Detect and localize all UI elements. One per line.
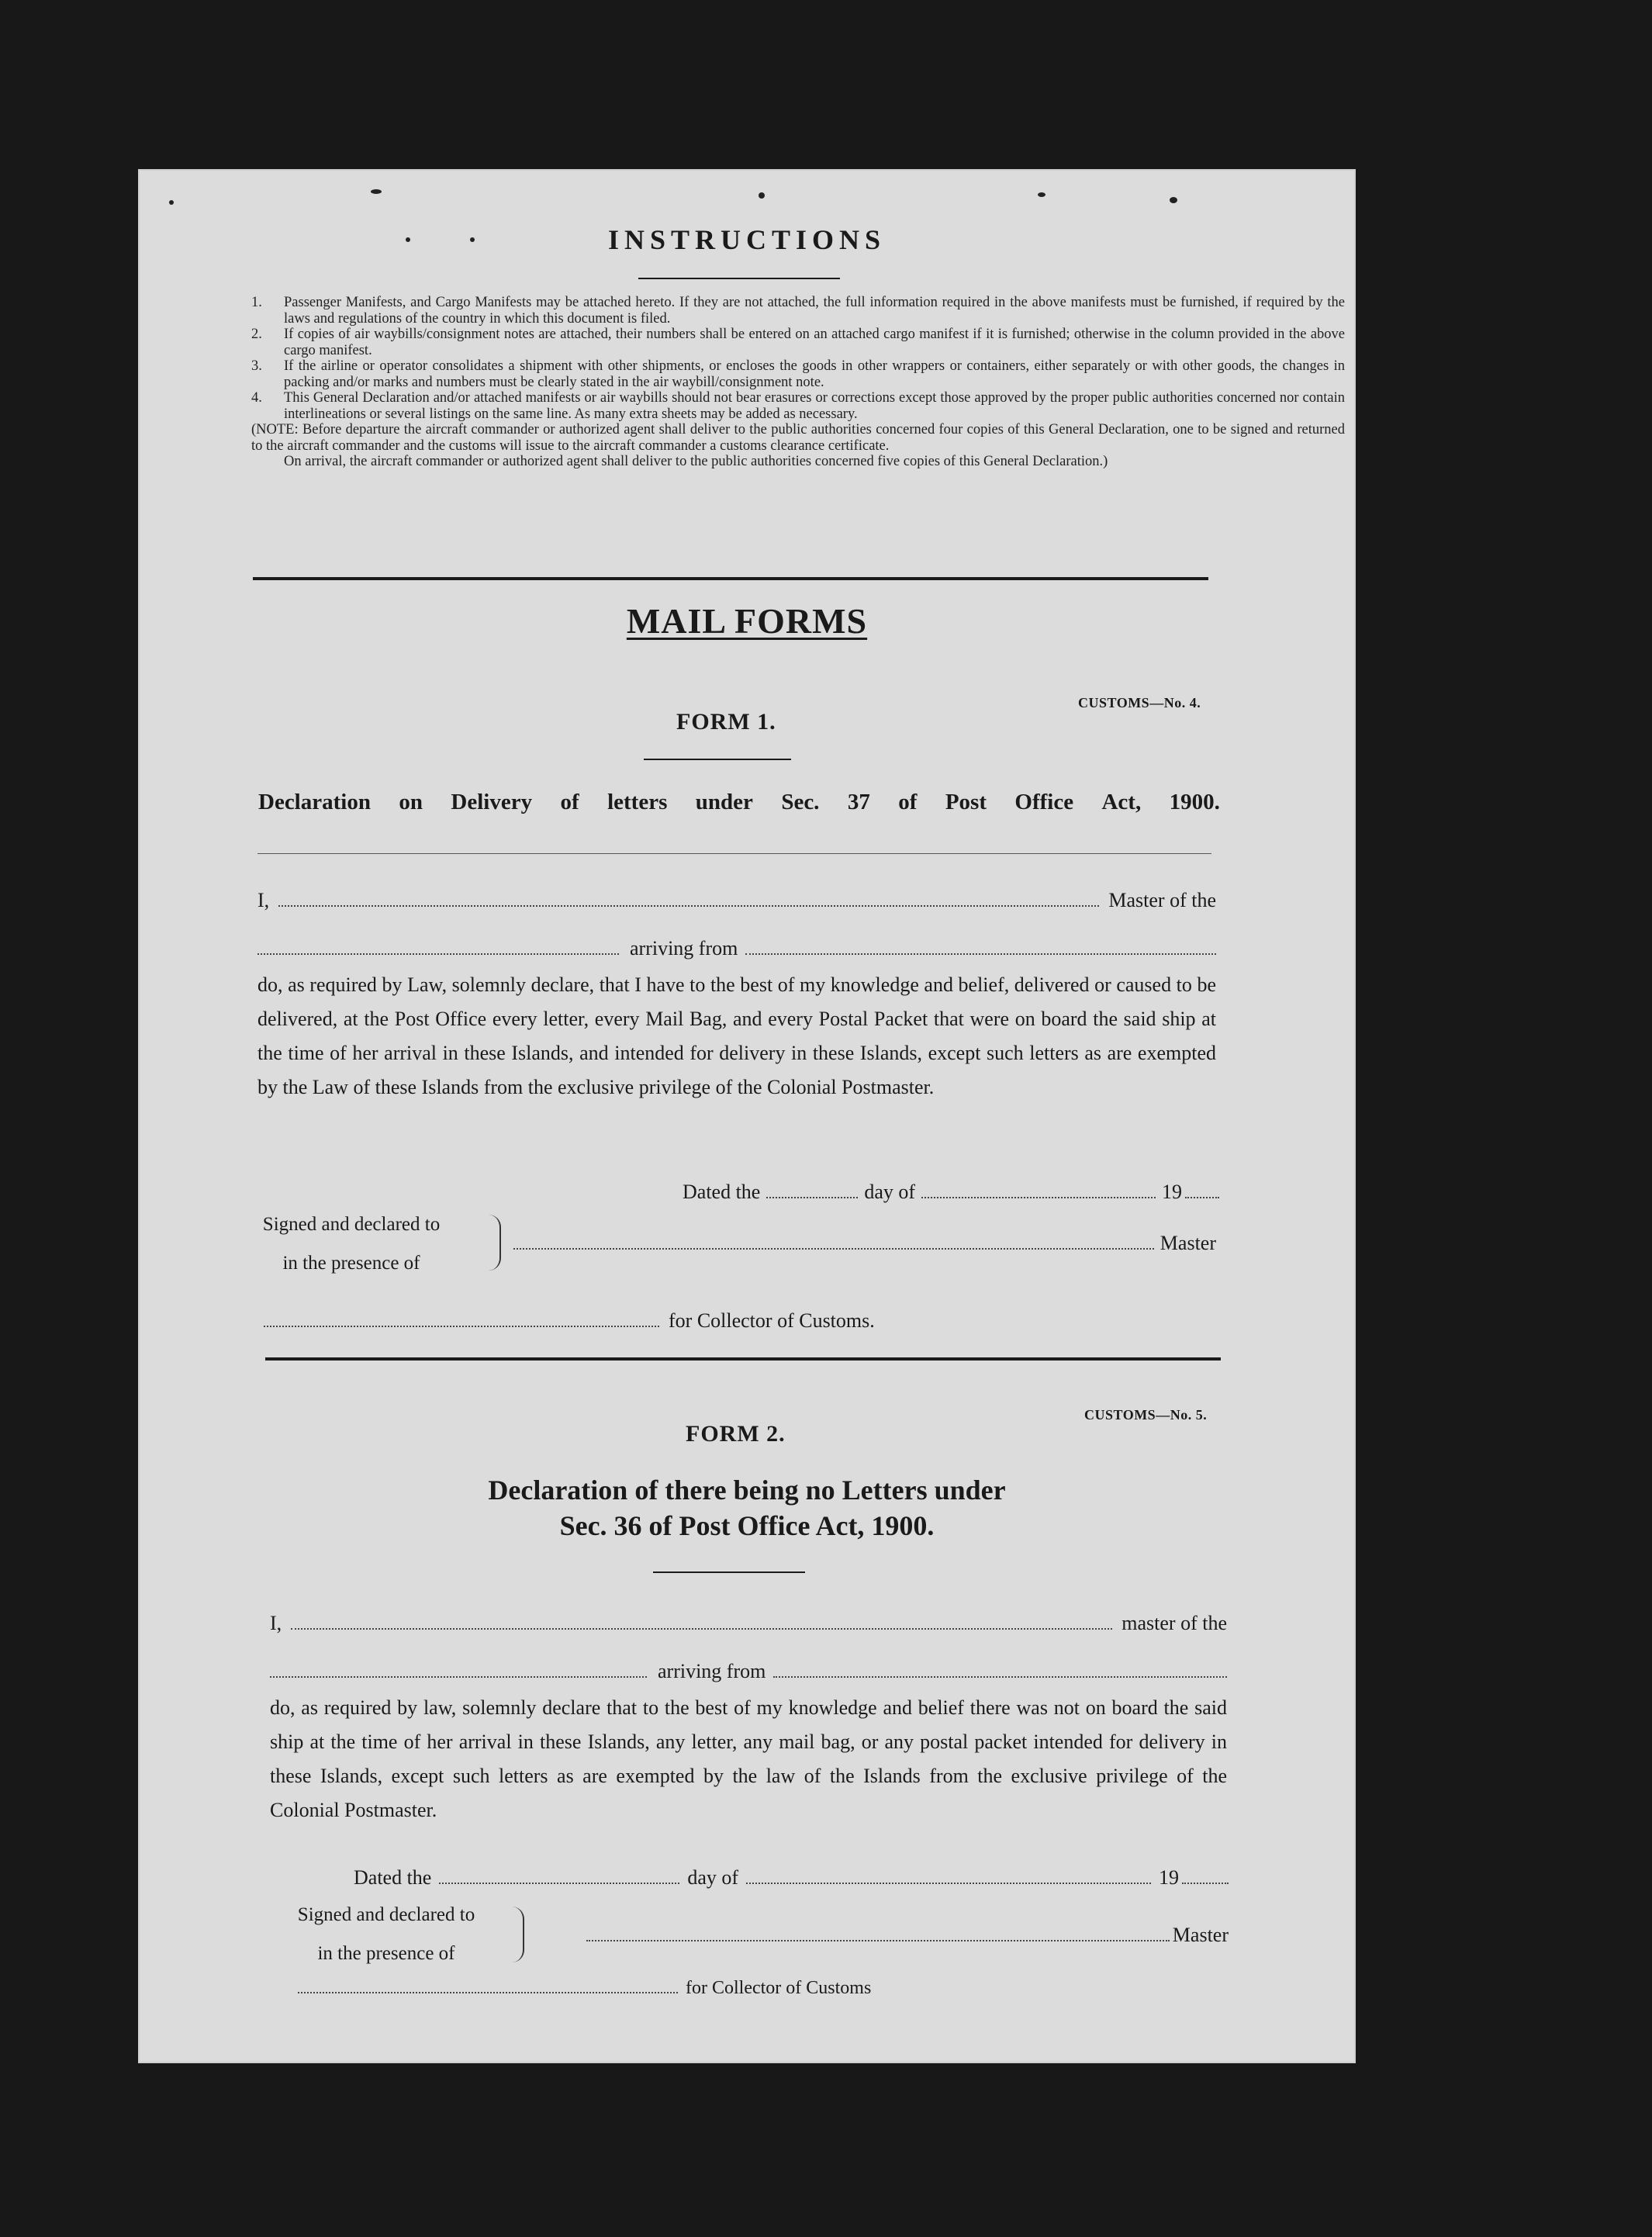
form1-name-field[interactable] bbox=[278, 888, 1099, 907]
form1-month-field[interactable] bbox=[921, 1180, 1156, 1198]
instruction-note-arrival: On arrival, the aircraft commander or authorized agent shall deliver to the public authorities concerned five copies of this General Declaration.) bbox=[284, 454, 1108, 469]
form2-signed-block: Signed and declared to in the presence of bbox=[297, 1904, 475, 1964]
form2-ship-field[interactable] bbox=[270, 1659, 647, 1678]
form2-brace bbox=[512, 1907, 524, 1962]
form1-arriving-line: arriving from bbox=[257, 931, 1216, 966]
document-sheet bbox=[138, 169, 1356, 2063]
form1-master-line: I, Master of the bbox=[257, 889, 1216, 911]
form1-date-field[interactable] bbox=[766, 1180, 858, 1198]
form1-master-signature-field[interactable] bbox=[513, 1231, 1154, 1250]
form1-heading: FORM 1. bbox=[676, 709, 776, 735]
form2-collector-field[interactable] bbox=[298, 1975, 678, 1993]
instruction-item: 3. If the airline or operator consolidates a shipment with other shipments, or encloses the goods in other wrappers or containers, either separately or with other goods, the changes in packing and/or marks and numbers must be clearly stated in the air waybill/consignment note. bbox=[251, 358, 1345, 390]
instructions-list bbox=[251, 295, 1345, 470]
form1-paragraph: do, as required by Law, solemnly declare, that I have to the best of my knowledge and belief, delivered or caused to be delivered, at the Post Office every letter, every Mail Bag, and every Postal Packet that were on board the said ship at the time of her arrival in these Islands, and intended for delivery in these Islands, except such letters as are exempted by the Law of these Islands from the exclusive privilege of the Colonial Postmaster. bbox=[257, 973, 1216, 1098]
form1-customs-ref: CUSTOMS—No. 4. bbox=[1078, 695, 1201, 711]
form2-declaration-title: Declaration of there being no Letters under Sec. 36 of Post Office Act, 1900. bbox=[488, 1475, 1006, 1541]
form2-master-line: I, master of the bbox=[270, 1612, 1227, 1634]
form1-heading-rule bbox=[644, 759, 791, 760]
form1-year-field[interactable] bbox=[1185, 1180, 1219, 1198]
speck bbox=[169, 200, 174, 205]
form2-master-sign-line: Master bbox=[586, 1917, 1229, 1953]
form1-brace bbox=[489, 1215, 501, 1271]
form1-signed-block: Signed and declared to in the presence of bbox=[262, 1214, 441, 1274]
form2-year-field[interactable] bbox=[1182, 1865, 1229, 1884]
instructions-title: INSTRUCTIONS bbox=[607, 224, 886, 255]
form1-date-line: Dated the day of 19 bbox=[683, 1174, 1219, 1210]
form2-heading-rule bbox=[653, 1571, 805, 1573]
speck bbox=[1038, 192, 1045, 197]
instruction-item: 4. This General Declaration and/or attached manifests or air waybills should not bear erasures or corrections except those approved by the proper public authorities concerned nor contain interlineations or several listings on the same line. As many extra sheets may be added as necessary. bbox=[251, 390, 1345, 422]
form2-collector-line: for Collector of Customs bbox=[298, 1970, 1073, 2006]
form1-master-sign-line: Master bbox=[513, 1226, 1216, 1261]
form2-date-line: Dated the day of 19 bbox=[354, 1860, 1229, 1896]
form2-name-field[interactable] bbox=[291, 1611, 1112, 1630]
form1-declaration-title: Declaration on Delivery of letters under Sec. 37 of Post Office Act, 1900. bbox=[258, 790, 1220, 814]
speck bbox=[1170, 197, 1177, 203]
form2-paragraph: do, as required by law, solemnly declare that to the best of my knowledge and belief there was not on board the said ship at the time of her arrival in these Islands, any letter, any mail bag, or any postal packet intended for delivery in these Islands, except such letters as are exempted by the law of the Islands from the exclusive privilege of the Colonial Postmaster. bbox=[270, 1696, 1227, 1821]
instruction-item: 1. Passenger Manifests, and Cargo Manifests may be attached hereto. If they are not attached, the full information required in the above manifests must be furnished, if required by the laws and regulations of the country in which this document is filed. bbox=[251, 295, 1345, 327]
section-divider bbox=[253, 577, 1208, 580]
form2-date-field[interactable] bbox=[439, 1865, 679, 1884]
form1-ship-field[interactable] bbox=[257, 936, 619, 955]
form-divider bbox=[265, 1357, 1221, 1361]
instruction-note: (NOTE: Before departure the aircraft commander or authorized agent shall deliver to the public authorities concerned four copies of this General Declaration, one to be signed and returned to the aircraft commander and the customs will issue to the aircraft commander a customs clearance certificate. bbox=[251, 422, 1345, 454]
speck bbox=[759, 192, 765, 199]
mail-forms-title: MAIL FORMS bbox=[626, 601, 868, 641]
form2-heading: FORM 2. bbox=[686, 1421, 786, 1447]
form1-declaration-rule bbox=[257, 853, 1211, 854]
form2-arriving-line: arriving from bbox=[270, 1654, 1227, 1689]
form2-customs-ref: CUSTOMS—No. 5. bbox=[1084, 1407, 1208, 1423]
speck bbox=[371, 189, 382, 194]
form1-origin-field[interactable] bbox=[745, 936, 1216, 955]
title-underline bbox=[638, 278, 840, 279]
instruction-item: 2. If copies of air waybills/consignment notes are attached, their numbers shall be entered on an attached cargo manifest if it is furnished; otherwise in the column provided in the above cargo manifest. bbox=[251, 327, 1345, 358]
form2-origin-field[interactable] bbox=[773, 1659, 1227, 1678]
form1-collector-line: for Collector of Customs. bbox=[264, 1303, 1039, 1339]
form1-collector-field[interactable] bbox=[264, 1309, 659, 1327]
form2-master-signature-field[interactable] bbox=[586, 1923, 1170, 1941]
form2-month-field[interactable] bbox=[746, 1865, 1151, 1884]
